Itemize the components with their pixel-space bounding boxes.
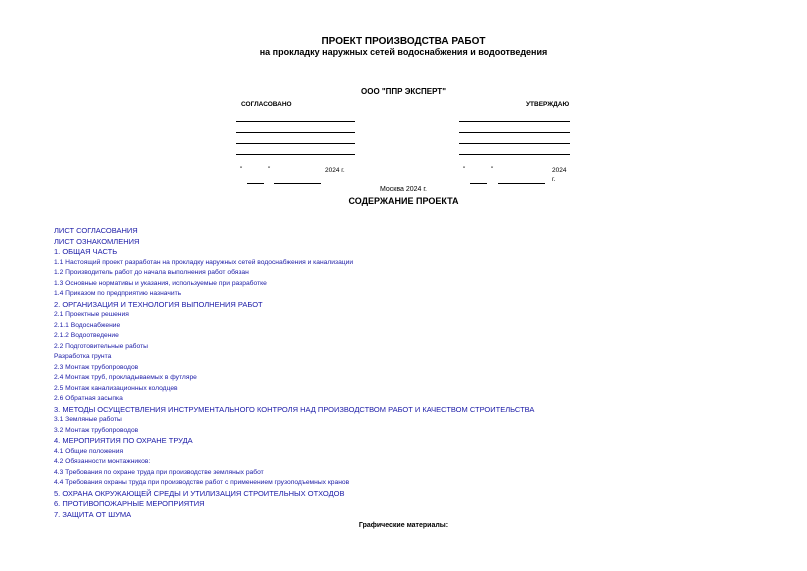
toc-link[interactable]: 4.4 Требования охраны труда при производстве работ с применением грузоподъемных кранов: [54, 479, 350, 486]
city-year: Москва 2024 г.: [379, 186, 427, 193]
toc-link[interactable]: 3.1 Земляные работы: [54, 416, 122, 423]
table-of-contents: [54, 226, 534, 520]
document-title: ПРОЕКТ ПРОИЗВОДСТВА РАБОТ: [321, 36, 486, 47]
toc-link[interactable]: ЛИСТ ОЗНАКОМЛЕНИЯ: [54, 236, 140, 246]
toc-link[interactable]: 4.3 Требования по охране труда при производстве земляных работ: [54, 468, 264, 476]
approved-label: УТВЕРЖДАЮ: [526, 101, 570, 108]
toc-link[interactable]: 1. ОБЩАЯ ЧАСТЬ: [54, 247, 118, 256]
toc-link[interactable]: 4. МЕРОПРИЯТИЯ ПО ОХРАНЕ ТРУДА: [54, 436, 193, 445]
agreed-date-quote-open: ": [240, 166, 243, 173]
document-subtitle: на прокладку наружных сетей водоснабжения и водоотведения: [259, 47, 548, 57]
agreed-date-day-line: [247, 183, 264, 184]
agreed-date-quote-close: ": [268, 166, 271, 173]
toc-link[interactable]: 6. ПРОТИВОПОЖАРНЫЕ МЕРОПРИЯТИЯ: [54, 499, 205, 508]
approved-signature-line: [459, 121, 570, 122]
toc-link[interactable]: 3.2 Монтаж трубопроводов: [54, 426, 139, 434]
contents-title: СОДЕРЖАНИЕ ПРОЕКТА: [348, 196, 459, 206]
approved-date-year-suffix: г.: [552, 176, 556, 183]
approved-date-year: 2024: [552, 167, 567, 174]
approved-date-quote-open: ": [463, 166, 466, 173]
agreed-signature-line: [236, 121, 355, 122]
approved-signature-line: [459, 132, 570, 133]
toc-link[interactable]: 2.1 Проектные решения: [54, 311, 129, 318]
toc-link[interactable]: 2.4 Монтаж труб, прокладываемых в футляре: [54, 374, 197, 381]
toc-link[interactable]: 1.4 Приказом по предприятию назначить: [54, 290, 182, 297]
toc-link[interactable]: 7. ЗАЩИТА ОТ ШУМА: [54, 509, 132, 519]
toc-link[interactable]: 5. ОХРАНА ОКРУЖАЮЩЕЙ СРЕДЫ И УТИЛИЗАЦИЯ СТРОИТЕЛЬНЫХ ОТХОДОВ: [54, 488, 345, 498]
approved-signature-line: [459, 143, 570, 144]
organization-name: ООО "ППР ЭКСПЕРТ": [361, 87, 446, 96]
agreed-date-year: 2024 г.: [325, 167, 345, 174]
agreed-date-month-line: [274, 183, 321, 184]
approved-date-quote-close: ": [491, 166, 494, 173]
toc-link[interactable]: 2. ОРГАНИЗАЦИЯ И ТЕХНОЛОГИЯ ВЫПОЛНЕНИЯ РАБОТ: [54, 299, 263, 309]
toc-link[interactable]: 1.2 Производитель работ до начала выполнения работ обязан: [54, 269, 249, 276]
toc-link[interactable]: 2.6 Обратная засыпка: [54, 395, 123, 402]
toc-link[interactable]: 2.1.2 Водоотведение: [54, 332, 119, 339]
toc-link[interactable]: Разработка грунта: [54, 353, 112, 360]
approved-date-month-line: [498, 183, 545, 184]
toc-link[interactable]: 1.1 Настоящий проект разработан на прокладку наружных сетей водоснабжения и канализации: [54, 258, 354, 266]
toc-link[interactable]: ЛИСТ СОГЛАСОВАНИЯ: [54, 226, 138, 235]
toc-link[interactable]: 2.1.1 Водоснабжение: [54, 321, 121, 329]
toc-link[interactable]: 4.1 Общие положения: [54, 447, 124, 455]
agreed-signature-line: [236, 154, 355, 155]
toc-link[interactable]: 3. МЕТОДЫ ОСУЩЕСТВЛЕНИЯ ИНСТРУМЕНТАЛЬНОГО КОНТРОЛЯ НАД ПРОИЗВОДСТВОМ РАБОТ И КАЧЕСТВОМ СТРОИТЕЛЬСТВА: [54, 404, 535, 414]
toc-link[interactable]: 2.2 Подготовительные работы: [54, 342, 148, 350]
toc-link[interactable]: 1.3 Основные нормативы и указания, используемые при разработке: [54, 279, 267, 287]
approved-signature-line: [459, 154, 570, 155]
toc-link[interactable]: 2.5 Монтаж канализационных колодцев: [54, 384, 178, 392]
agreed-signature-line: [236, 132, 355, 133]
approved-date-day-line: [470, 183, 487, 184]
toc-link[interactable]: 2.3 Монтаж трубопроводов: [54, 363, 139, 371]
graphics-title: Графические материалы:: [358, 522, 449, 529]
agreed-label: СОГЛАСОВАНО: [241, 101, 292, 108]
agreed-signature-line: [236, 143, 355, 144]
toc-link[interactable]: 4.2 Обязанности монтажников:: [54, 458, 151, 465]
